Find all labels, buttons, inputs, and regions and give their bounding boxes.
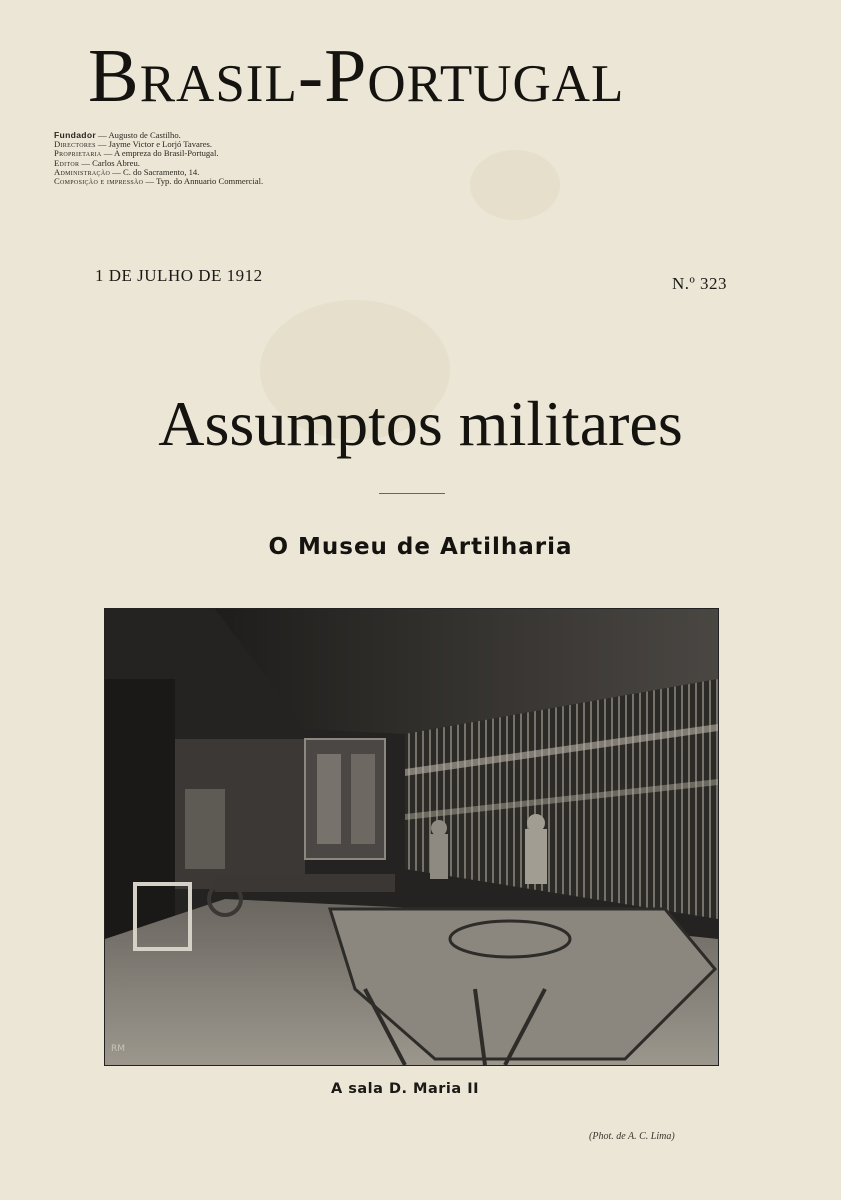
credit-row: Administração — C. do Sacramento, 14. bbox=[54, 166, 200, 177]
article-subtitle: O Museu de Artilharia bbox=[268, 534, 573, 560]
credit-row: Proprietaria — A empreza do Brasil-Portugal. bbox=[54, 148, 219, 159]
credit-role: Administração bbox=[54, 166, 111, 177]
credit-row: Composição e impressão — Typ. do Annuario Commercial. bbox=[54, 176, 264, 187]
paper-stain bbox=[470, 150, 560, 220]
credit-row: Editor — Carlos Abreu. bbox=[54, 157, 140, 168]
article-title: Assumptos militares bbox=[158, 388, 683, 459]
credit-row: Directores — Jayme Victor e Lorjó Tavares. bbox=[54, 139, 212, 150]
issue-number: N.º 323 bbox=[672, 274, 728, 293]
credit-role: Editor bbox=[54, 157, 80, 168]
credit-row: Fundador — Augusto de Castilho. bbox=[54, 130, 181, 140]
photo-credit: (Phot. de A. C. Lima) bbox=[589, 1131, 675, 1142]
masthead-title: Brasil-Portugal bbox=[88, 34, 625, 118]
photo-signature: RM bbox=[111, 1044, 126, 1054]
issue-date: 1 DE JULHO DE 1912 bbox=[95, 266, 263, 285]
credit-role: Directores bbox=[54, 139, 96, 150]
credits-block bbox=[54, 131, 374, 186]
title-divider bbox=[379, 493, 445, 494]
credit-value: C. do Sacramento, 14. bbox=[123, 166, 200, 177]
credit-role: Fundador bbox=[54, 130, 97, 140]
credit-value: Carlos Abreu. bbox=[92, 157, 140, 168]
photo-caption: A sala D. Maria II bbox=[330, 1081, 480, 1097]
credit-value: Augusto de Castilho. bbox=[108, 130, 181, 140]
credit-role: Proprietaria bbox=[54, 148, 102, 159]
credit-value: A empreza do Brasil-Portugal. bbox=[114, 148, 219, 159]
credit-value: Typ. do Annuario Commercial. bbox=[156, 176, 264, 187]
credit-role: Composição e impressão bbox=[54, 176, 144, 187]
photo-illustration bbox=[105, 609, 718, 1065]
museum-hall-photo bbox=[104, 608, 719, 1066]
credit-value: Jayme Victor e Lorjó Tavares. bbox=[108, 139, 212, 150]
